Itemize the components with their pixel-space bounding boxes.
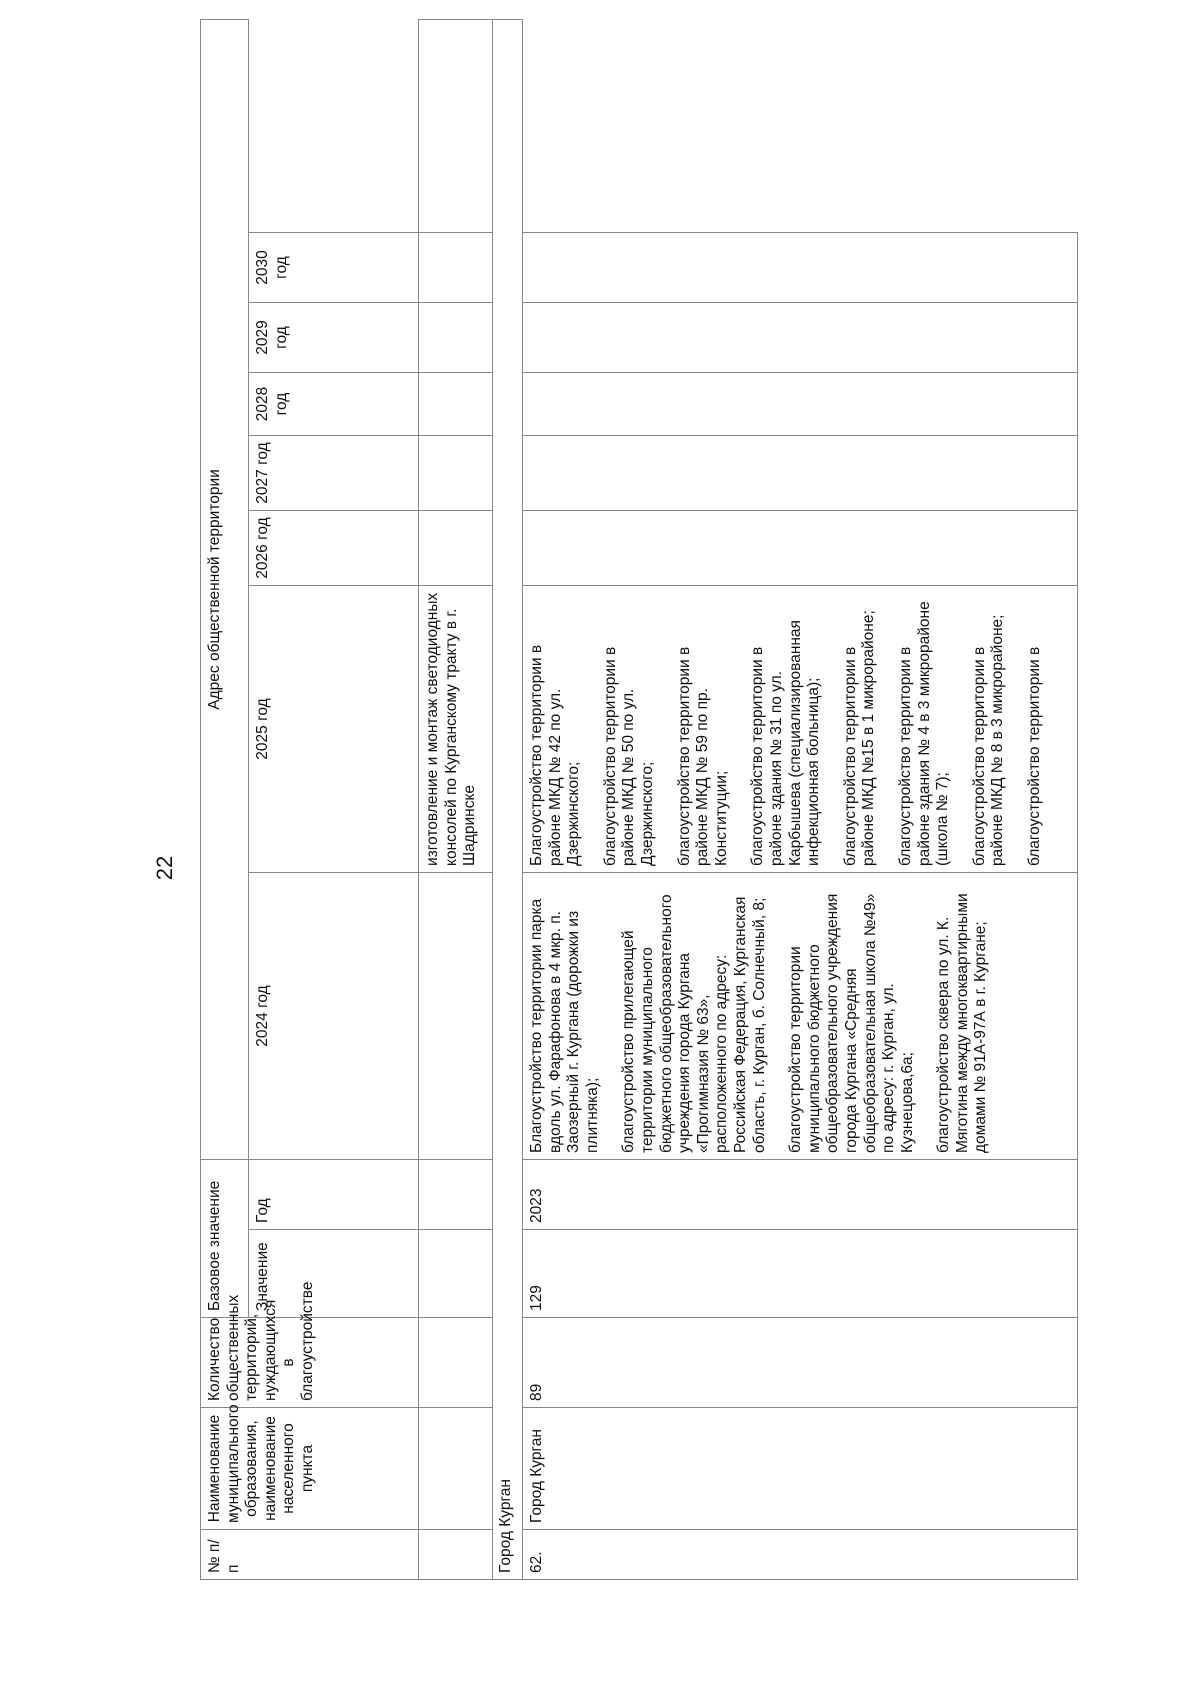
header-count: Количество общественных территорий, нуждающихся в благоустройстве xyxy=(201,1318,419,1408)
item-2025: благоустройство территории в районе МКД № 50 по ул. Дзержинского; xyxy=(601,646,656,866)
header-2026: 2026 год xyxy=(249,510,419,585)
header-base: Базовое значение xyxy=(201,1159,249,1317)
item-2025: Благоустройство территории в районе МКД № 42 по ул. Дзержинского; xyxy=(528,644,583,866)
item-2024: благоустройство территории муниципального бюджетного общеобразовательного учреждения города Кургана «Средняя общеобразовательная школа №49» по адресу: г. Курган, ул. Кузнецова,6а; xyxy=(787,893,916,1153)
item-2024: благоустройство сквера по ул. К. Мяготина между многоквартирными домами № 91А-97А в г. Кургане; xyxy=(935,893,990,1153)
header-year: Год xyxy=(249,1159,419,1229)
prev-row xyxy=(419,19,493,1579)
row-name: Город Курган xyxy=(523,1408,1078,1530)
header-2030: 2030 год xyxy=(249,232,419,302)
table-row xyxy=(523,19,1078,1579)
row-2029 xyxy=(523,302,1078,372)
item-2024: Благоустройство территории парка вдоль ул. Фарафонова в 4 мкр. п. Заозерный г. Кургана (дорожки из плитняка); xyxy=(528,898,601,1153)
territories-table xyxy=(200,19,1078,1580)
item-2024: благоустройство прилегающей территории муниципального бюджетного общеобразовательного учреждения города Кургана «Прогимназия № 63», расположенного по адресу: Российская Федерация, Курганская область, г. Курган, б. Солнечный, 8; xyxy=(620,894,768,1153)
section-title: Город Курган xyxy=(493,19,523,1579)
row-2027 xyxy=(523,435,1078,510)
item-2025: благоустройство территории в районе здания № 4 в 3 микрорайоне (школа № 7); xyxy=(896,601,952,866)
header-2028: 2028 год xyxy=(249,372,419,435)
item-2025: благоустройство территории в районе МКД № 8 в 3 микрорайоне; xyxy=(970,614,1007,866)
header-2027: 2027 год xyxy=(249,435,419,510)
row-num: 62. xyxy=(523,1530,1078,1580)
item-2025: благоустройство территории в районе МКД № 59 по пр. Конституции; xyxy=(675,646,730,866)
row-2030 xyxy=(523,232,1078,302)
row-2028 xyxy=(523,372,1078,435)
row-count: 89 xyxy=(523,1318,1078,1408)
section-row xyxy=(493,19,523,1579)
item-2025: благоустройство территории в районе МКД №15 в 1 микрорайоне; xyxy=(841,610,878,866)
row-year: 2023 xyxy=(523,1159,1078,1229)
item-2025: благоустройство территории в xyxy=(1025,646,1043,866)
header-2025: 2025 год xyxy=(249,585,419,872)
prev-row-2025: изготовление и монтаж светодиодных консолей по Курганскому тракту в г. Шадринске xyxy=(419,585,493,872)
header-row-1 xyxy=(201,19,249,1579)
row-2024 xyxy=(523,872,1078,1159)
header-num: № п/п xyxy=(201,1530,419,1580)
header-value: Значение xyxy=(249,1230,419,1318)
header-2029: 2029 год xyxy=(249,302,419,372)
header-address: Адрес общественной территории xyxy=(201,19,249,1159)
header-2024: 2024 год xyxy=(249,872,419,1159)
row-2026 xyxy=(523,510,1078,585)
header-name: Наименование муниципального образования, наименование населенного пункта xyxy=(201,1408,419,1530)
row-value: 129 xyxy=(523,1230,1078,1318)
item-2025: благоустройство территории в районе здания № 31 по ул. Карбышева (специализированная инфекционная больница); xyxy=(749,620,823,866)
row-2025 xyxy=(523,585,1078,872)
rotated-page xyxy=(200,120,1140,1580)
page-number: 22 xyxy=(152,855,177,881)
